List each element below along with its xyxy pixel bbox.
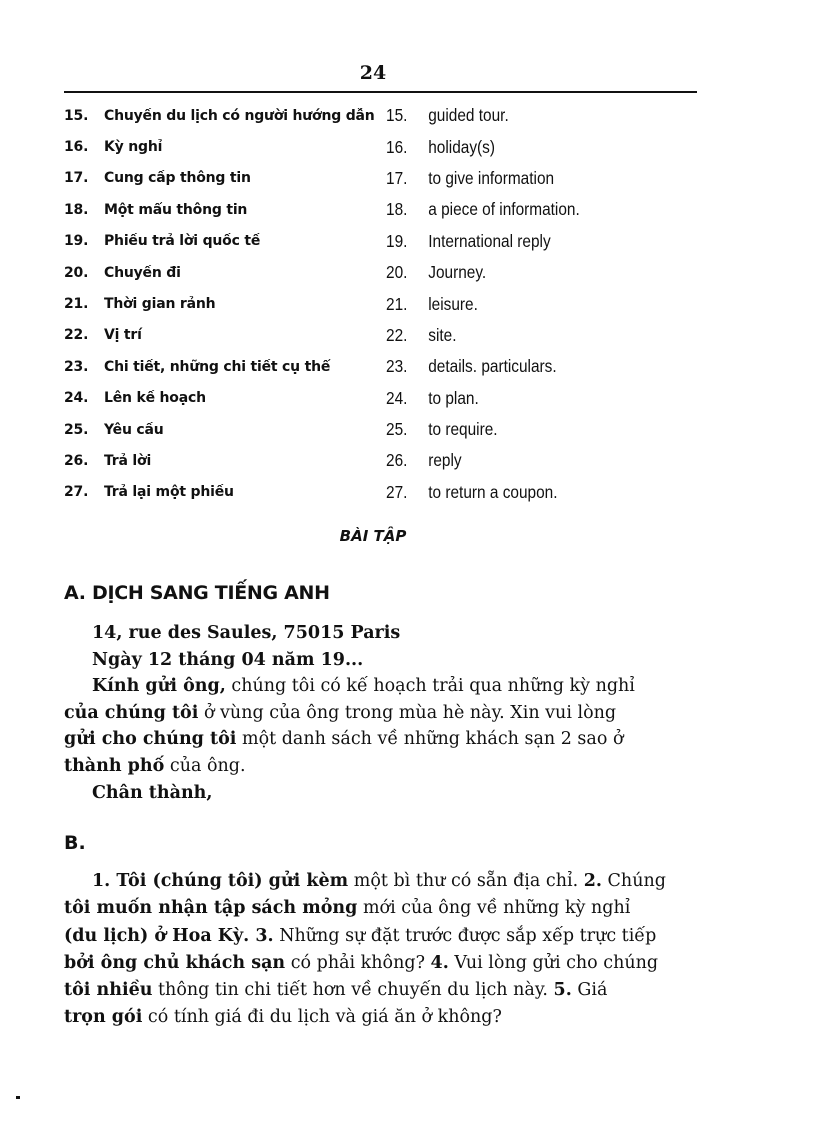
- para-text: Giá: [571, 980, 608, 1001]
- paragraph-line: [64, 868, 680, 895]
- paragraph-line: [64, 1004, 680, 1031]
- vocab-english: [386, 231, 551, 252]
- vocab-number: 18.: [64, 201, 89, 218]
- section-b-paragraph: [64, 868, 680, 1032]
- letter-address: 14, rue des Saules, 75015 Paris: [92, 623, 401, 643]
- vocab-number: 20.: [64, 264, 89, 281]
- vocab-english-term: site.: [428, 324, 457, 345]
- para-text: Vui lòng gửi cho chúng: [448, 952, 659, 973]
- vocab-english-number: 22.: [386, 324, 408, 345]
- vocab-english-number: 23.: [386, 356, 408, 377]
- vocab-row: [64, 445, 704, 476]
- letter-text: của ông.: [164, 755, 246, 776]
- para-bold: 1. Tôi (chúng tôi) gửi kèm: [92, 871, 349, 891]
- para-bold: (du lịch) ở Hoa Kỳ. 3.: [64, 925, 274, 946]
- vocab-english-number: 25.: [386, 419, 408, 440]
- vocab-english-number: 16.: [386, 136, 408, 157]
- vocab-vietnamese-term: Cung cấp thông tin: [104, 170, 251, 187]
- vocab-row: [64, 131, 704, 162]
- vocab-row: [64, 351, 704, 382]
- vocab-row: [64, 257, 704, 288]
- vocab-english-term: details. particulars.: [428, 356, 557, 377]
- para-bold: bởi ông chủ khách sạn: [64, 952, 286, 973]
- para-bold: 5.: [553, 980, 572, 1001]
- vocab-vietnamese-term: Chi tiết, những chi tiết cụ thể: [104, 358, 331, 375]
- vocab-vietnamese-term: Thời gian rảnh: [104, 296, 216, 313]
- exercise-heading: BÀI TẬP: [339, 527, 407, 545]
- vocab-vietnamese-term: Phiếu trả lời quốc tế: [104, 233, 261, 250]
- section-b-title: B.: [64, 832, 86, 854]
- vocab-english-term: Journey.: [428, 262, 487, 283]
- letter-line: [64, 753, 684, 780]
- vocab-english-term: to return a coupon.: [428, 481, 558, 502]
- vocab-vietnamese: [64, 265, 386, 281]
- vocab-vietnamese-term: Yêu cầu: [104, 421, 164, 438]
- vocab-english: [386, 262, 486, 283]
- vocab-english: [386, 168, 554, 189]
- vocab-row: [64, 477, 704, 508]
- vocab-english-term: a piece of information.: [428, 199, 580, 220]
- vocab-english-term: to require.: [428, 419, 498, 440]
- vocab-english-term: leisure.: [428, 293, 478, 314]
- paragraph-line: [64, 950, 680, 977]
- vocab-english-number: 20.: [386, 262, 408, 283]
- para-text: có tính giá đi du lịch và giá ăn ở không?: [142, 1007, 502, 1028]
- vocab-vietnamese: [64, 108, 386, 124]
- vocab-number: 27.: [64, 484, 89, 501]
- vocab-row: [64, 414, 704, 445]
- letter-line: [64, 673, 684, 700]
- vocab-vietnamese: [64, 296, 386, 312]
- letter-text-bold: gửi cho chúng tôi: [64, 729, 237, 750]
- vocab-english-number: 24.: [386, 387, 408, 408]
- vocab-row: [64, 194, 704, 225]
- letter-text-bold: thành phố: [64, 755, 165, 776]
- vocab-row: [64, 320, 704, 351]
- letter-text: một danh sách về những khách sạn 2 sao ở: [236, 729, 624, 750]
- vocab-row: [64, 163, 704, 194]
- vocab-vietnamese-term: Lên kế hoạch: [104, 390, 206, 407]
- vocab-english: [386, 419, 498, 440]
- vocab-vietnamese: [64, 422, 386, 438]
- para-text: thông tin chi tiết hơn về chuyến du lịch này.: [152, 980, 554, 1001]
- vocabulary-list: [64, 100, 704, 508]
- vocab-english-term: guided tour.: [428, 105, 509, 126]
- page-number: 24: [359, 62, 387, 84]
- letter-text: chúng tôi có kế hoạch trải qua những kỳ nghỉ: [225, 676, 635, 697]
- letter-text: ở vùng của ông trong mùa hè này. Xin vui lòng: [198, 702, 617, 723]
- vocab-vietnamese: [64, 453, 386, 469]
- vocab-number: 16.: [64, 139, 89, 156]
- para-text: một bì thư có sẵn địa chỉ.: [348, 871, 584, 891]
- vocab-english: [386, 482, 558, 503]
- paragraph-line: [64, 977, 680, 1004]
- letter-text-bold: Kính gửi ông,: [92, 676, 226, 697]
- vocab-english: [386, 199, 580, 220]
- scan-speck: [16, 1096, 20, 1099]
- vocab-number: 15.: [64, 107, 89, 124]
- letter-date: Ngày 12 tháng 04 năm 19...: [92, 649, 364, 670]
- paragraph-line: [64, 895, 680, 922]
- vocab-vietnamese-term: Vị trí: [104, 327, 142, 344]
- vocab-vietnamese: [64, 170, 386, 186]
- vocab-english-term: International reply: [428, 230, 551, 251]
- vocab-vietnamese-term: Trả lời: [104, 452, 152, 469]
- vocab-number: 22.: [64, 327, 89, 344]
- para-bold: trọn gói: [64, 1007, 143, 1028]
- vocab-vietnamese: [64, 327, 386, 343]
- vocab-vietnamese: [64, 139, 386, 155]
- vocab-number: 19.: [64, 233, 89, 250]
- para-bold: tôi nhiều: [64, 980, 153, 1001]
- para-bold: 2.: [583, 871, 602, 891]
- letter-text-bold: của chúng tôi: [64, 702, 199, 723]
- vocab-english: [386, 356, 557, 377]
- vocab-number: 25.: [64, 421, 89, 438]
- vocab-vietnamese-term: Trả lại một phiếu: [104, 484, 234, 501]
- vocab-vietnamese-term: Chuyến du lịch có người hướng dẫn: [104, 107, 375, 124]
- vocab-english-number: 21.: [386, 293, 408, 314]
- section-a-title: A. DỊCH SANG TIẾNG ANH: [64, 582, 330, 604]
- vocab-number: 23.: [64, 358, 89, 375]
- para-text: Những sự đặt trước được sắp xếp trực tiếp: [273, 925, 657, 946]
- header-rule: [64, 91, 697, 93]
- vocab-vietnamese: [64, 390, 386, 406]
- vocab-vietnamese-term: Một mẩu thông tin: [104, 201, 248, 218]
- vocab-english-term: to plan.: [428, 387, 479, 408]
- paragraph-line: [64, 923, 680, 950]
- vocab-english: [386, 325, 456, 346]
- vocab-row: [64, 226, 704, 257]
- vocab-english-number: 19.: [386, 230, 408, 251]
- vocab-row: [64, 100, 704, 131]
- vocab-number: 24.: [64, 390, 89, 407]
- vocab-number: 17.: [64, 170, 89, 187]
- vocab-english-number: 15.: [386, 105, 408, 126]
- vocab-english-number: 17.: [386, 167, 408, 188]
- letter-closing: Chân thành,: [92, 782, 213, 803]
- vocab-english: [386, 294, 478, 315]
- vocab-number: 21.: [64, 296, 89, 313]
- vocab-row: [64, 288, 704, 319]
- vocab-english: [386, 105, 509, 126]
- vocab-row: [64, 383, 704, 414]
- para-text: Chúng: [601, 871, 666, 891]
- vocab-vietnamese-term: Chuyến đi: [104, 264, 181, 281]
- vocab-english-number: 27.: [386, 481, 408, 502]
- vocab-english-number: 26.: [386, 450, 408, 471]
- vocab-number: 26.: [64, 452, 89, 469]
- para-bold: tôi muốn nhận tập sách mỏng: [64, 898, 358, 919]
- vocab-english: [386, 137, 495, 158]
- vocab-english: [386, 388, 479, 409]
- vocab-vietnamese: [64, 359, 386, 375]
- vocab-vietnamese: [64, 233, 386, 249]
- vocab-vietnamese: [64, 484, 386, 500]
- letter-line: [64, 700, 684, 727]
- vocab-vietnamese-term: Kỳ nghỉ: [104, 139, 163, 156]
- para-text: có phải không?: [285, 952, 431, 973]
- vocab-vietnamese: [64, 202, 386, 218]
- vocab-english: [386, 450, 462, 471]
- section-a-letter: [64, 620, 684, 806]
- para-text: mới của ông về những kỳ nghỉ: [357, 898, 631, 919]
- vocab-english-term: reply: [428, 450, 462, 471]
- letter-line: [64, 726, 684, 753]
- vocab-english-number: 18.: [386, 199, 408, 220]
- para-bold: 4.: [430, 952, 449, 973]
- vocab-english-term: holiday(s): [428, 136, 496, 157]
- vocab-english-term: to give information: [428, 167, 555, 188]
